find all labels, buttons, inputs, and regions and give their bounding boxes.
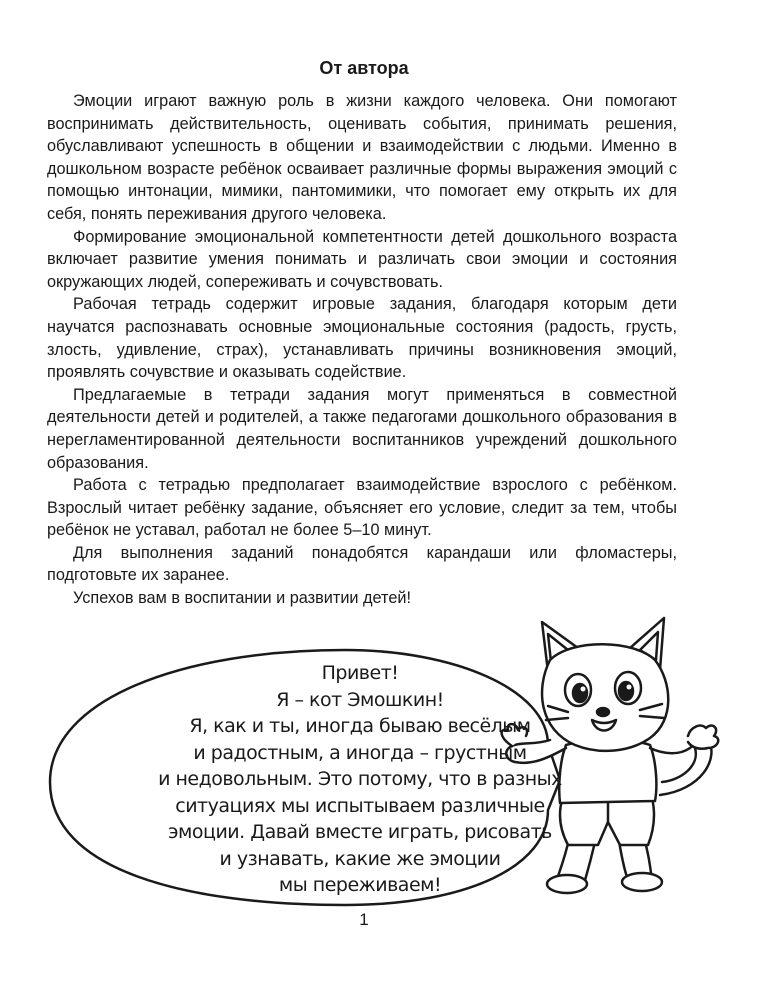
page-title: От автора	[319, 58, 409, 78]
paragraph: Рабочая тетрадь содержит игровые задания, благодаря которым дети научатся распознавать основные эмоциональные состояния (радость, грусть, злость, удивление, страх), устанавливать причины возникновения эмоций, проявлять сочувствие и оказывать содействие.	[47, 295, 677, 382]
speech-line: Я, как и ты, иногда бываю весёлым	[189, 715, 531, 737]
paragraph: Эмоции играют важную роль в жизни каждого человека. Они помогают воспринимать действительность, оценивать события, принимать решения, обуславливают успешность в общении и взаимодействии с людьми. Именно в дошкольном возрасте ребёнок осваивает различные формы выражения эмоций с помощью интонации, мимики, пантомимики, что помогает ему открыть их для себя, понять переживания другого человека.	[47, 92, 677, 223]
speech-line: мы переживаем!	[278, 874, 442, 896]
paragraph: Для выполнения заданий понадобятся карандаши или фломастеры, подготовьте их заранее.	[47, 543, 677, 585]
speech-line: Я – кот Эмошкин!	[276, 688, 444, 711]
speech-line: ситуациях мы испытываем различные	[175, 794, 545, 817]
paragraph: Работа с тетрадью предполагает взаимодействие взрослого с ребёнком. Взрослый читает ребёнку задание, объясняет его условие, следит за тем, чтобы ребёнок не уставал, работал не более 5–10 минут.	[47, 476, 677, 540]
speech-line: эмоции. Давай вместе играть, рисовать	[168, 821, 552, 843]
speech-line: и радостным, а иногда – грустным	[193, 741, 527, 764]
paragraph: Формирование эмоциональной компетентности детей дошкольного возраста включает развитие умения понимать и различать свои эмоции и состояния окружающих людей, сопереживать и сочувствовать.	[47, 227, 677, 291]
speech-line: и недовольным. Это потому, что в разных	[158, 768, 562, 790]
page-number: 1	[359, 910, 369, 929]
paragraph: Успехов вам в воспитании и развитии детей!	[73, 589, 411, 608]
speech-bubble-text	[150, 660, 570, 899]
speech-line: Привет!	[321, 662, 399, 684]
paragraph: Предлагаемые в тетради задания могут применяться в совместной деятельности детей и родителей, а также педагогами дошкольного образования в нерегламентированной деятельности воспитанников учреждений дошкольного образования.	[47, 385, 677, 472]
speech-line: и узнавать, какие же эмоции	[219, 847, 501, 870]
